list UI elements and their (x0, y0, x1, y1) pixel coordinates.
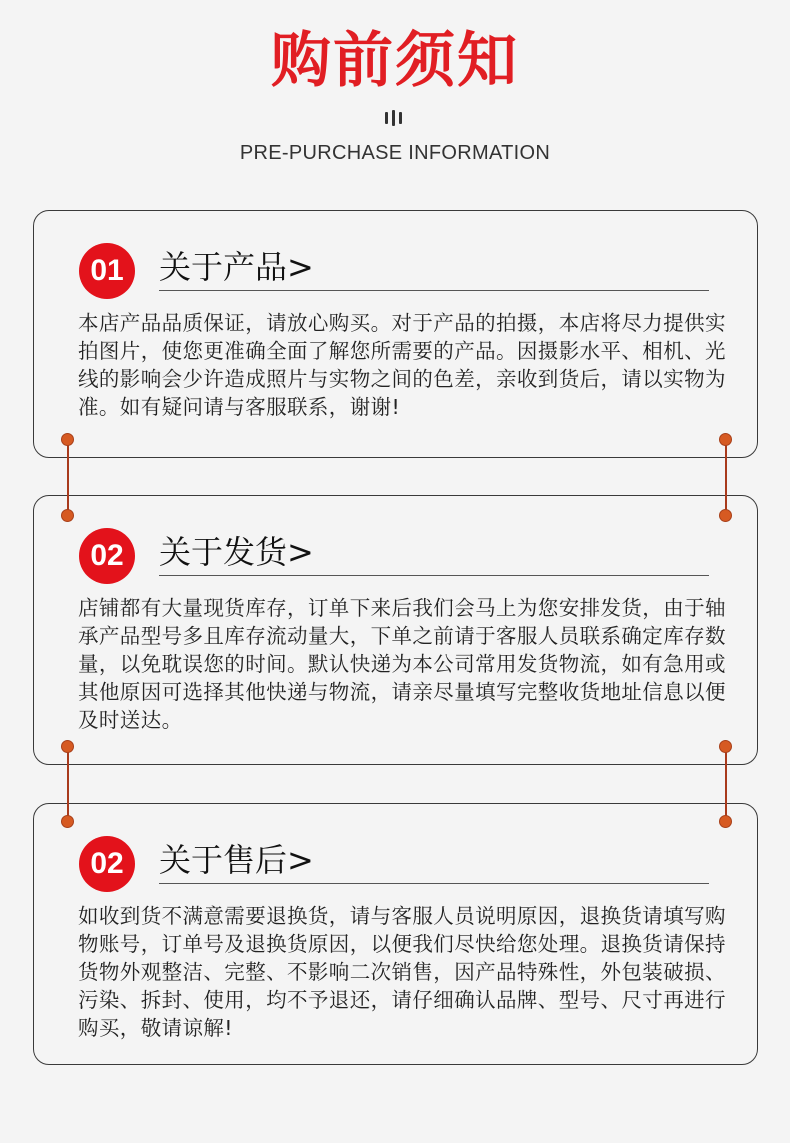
info-card-shipping (33, 495, 758, 765)
page-title: 购前须知 (271, 26, 519, 96)
card-heading: 关于发货> (159, 533, 314, 571)
page-subtitle: PRE-PURCHASE INFORMATION (239, 142, 551, 164)
card-number-badge: 02 (79, 836, 135, 892)
connector-line-left-2 (67, 747, 69, 822)
connector-line-left-1 (67, 440, 69, 515)
connector-dot (719, 433, 732, 446)
card-number-badge: 01 (79, 243, 135, 299)
connector-dot (719, 815, 732, 828)
connector-dot (61, 740, 74, 753)
card-body-text: 如收到货不满意需要退换货，请与客服人员说明原因，退换货请填写购物账号，订单号及退换货原因，以便我们尽快给您处理。退换货请保持货物外观整洁、完整、不影响二次销售，因产品特殊性，外包装破损、污染、拆封、使用，均不予退还，请仔细确认品牌、型号、尺寸再进行购买，敬请谅解! (78, 904, 726, 1040)
card-heading: 关于产品> (159, 248, 314, 286)
connector-dot (61, 815, 74, 828)
connector-dot (719, 509, 732, 522)
bars-icon (385, 110, 405, 126)
connector-line-right-2 (725, 747, 727, 822)
heading-divider (159, 883, 709, 884)
card-body-text: 店铺都有大量现货库存，订单下来后我们会马上为您安排发货，由于轴承产品型号多且库存流动量大，下单之前请于客服人员联系确定库存数量，以免耽误您的时间。默认快递为本公司常用发货物流，如有急用或其他原因可选择其他快递与物流，请亲尽量填写完整收货地址信息以便及时送达。 (78, 596, 726, 732)
heading-divider (159, 290, 709, 291)
card-body-text: 本店产品品质保证，请放心购买。对于产品的拍摄，本店将尽力提供实拍图片，使您更准确全面了解您所需要的产品。因摄影水平、相机、光线的影响会少许造成照片与实物之间的色差，亲收到货后，请以实物为准。如有疑问请与客服联系，谢谢! (78, 311, 726, 419)
info-card-product (33, 210, 758, 458)
connector-dot (719, 740, 732, 753)
heading-divider (159, 575, 709, 576)
info-card-after-sales (33, 803, 758, 1065)
card-heading: 关于售后> (159, 841, 314, 879)
card-number-badge: 02 (79, 528, 135, 584)
connector-dot (61, 509, 74, 522)
connector-dot (61, 433, 74, 446)
connector-line-right-1 (725, 440, 727, 515)
